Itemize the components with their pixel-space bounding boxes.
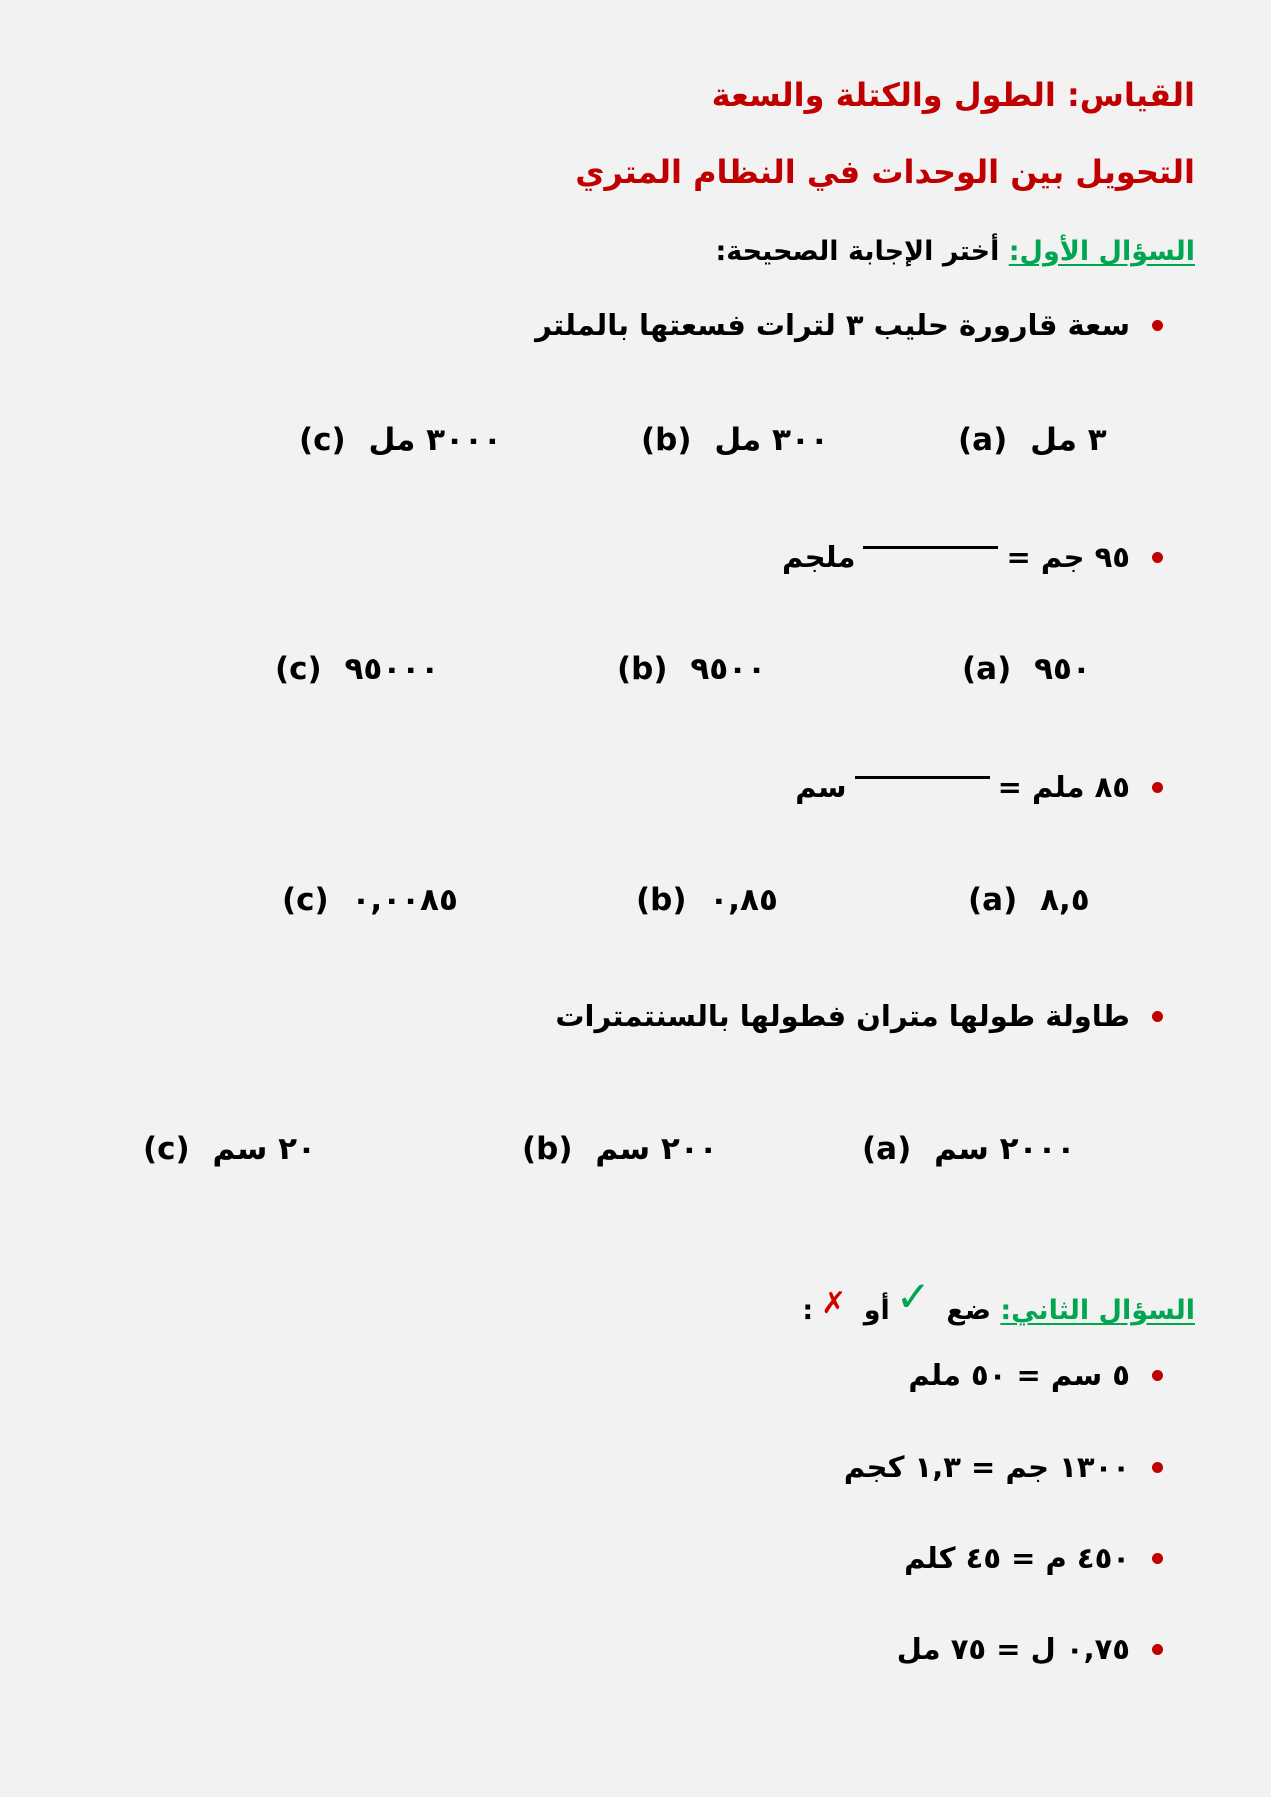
q1-item-3-option-b <box>636 882 778 918</box>
option-letter: (b) <box>522 1131 573 1167</box>
option-value: ٢٠ سم <box>212 1131 316 1167</box>
option-value: ٣٠٠٠ مل <box>368 422 502 458</box>
question1-label: السؤال الأول: <box>1008 236 1195 267</box>
x-icon: ✗ <box>821 1286 847 1321</box>
option-value: ٣٠٠ مل <box>714 422 829 458</box>
option-letter: (c) <box>275 651 322 687</box>
q1-item-4-option-a <box>862 1131 1075 1167</box>
q1-item-2-text-before: ٩٥ جم = <box>1006 540 1130 574</box>
option-letter: (a) <box>962 651 1012 687</box>
bullet-icon <box>1152 1011 1163 1022</box>
q1-item-1-option-b <box>641 422 829 458</box>
bullet-icon <box>1152 320 1163 331</box>
q1-item-4 <box>555 999 1163 1033</box>
q1-item-4-text: طاولة طولها متران فطولها بالسنتمترات <box>555 999 1130 1033</box>
q2-item-2-text: ١٣٠٠ جم = ١,٣ كجم <box>843 1450 1130 1484</box>
q1-item-4-option-c <box>143 1131 316 1167</box>
question1-header <box>715 236 1195 267</box>
q1-item-3-option-a <box>968 882 1090 918</box>
q1-item-1-option-a <box>958 422 1107 458</box>
q2-item-2 <box>844 1450 1163 1484</box>
q2-item-1-text: ٥ سم = ٥٠ ملم <box>908 1358 1130 1392</box>
option-letter: (c) <box>282 882 329 918</box>
bullet-icon <box>1152 1462 1163 1473</box>
option-letter: (a) <box>968 882 1018 918</box>
q2-item-4-text: ٠,٧٥ ل = ٧٥ مل <box>896 1632 1130 1666</box>
option-letter: (b) <box>636 882 687 918</box>
q1-item-3 <box>795 770 1163 804</box>
option-value: ٨,٥ <box>1040 882 1090 918</box>
q2-item-3 <box>904 1541 1163 1575</box>
question2-label: السؤال الثاني: <box>1000 1295 1195 1326</box>
q1-item-3-option-c <box>282 882 458 918</box>
question2-or: أو <box>863 1295 890 1326</box>
bullet-icon <box>1152 1370 1163 1381</box>
option-value: ٩٥٠٠ <box>690 651 767 687</box>
question1-instruction: أختر الإجابة الصحيحة: <box>715 236 1009 267</box>
q1-item-3-text-after: سم <box>795 770 847 804</box>
bullet-icon <box>1152 1644 1163 1655</box>
option-value: ٢٠٠ سم <box>595 1131 718 1167</box>
check-icon: ✓ <box>895 1272 931 1321</box>
option-letter: (a) <box>862 1131 912 1167</box>
option-value: ٢٠٠٠ سم <box>934 1131 1076 1167</box>
q1-item-2-option-c <box>275 651 439 687</box>
question2-instruction: ضع <box>946 1295 1001 1326</box>
main-title: القياس: الطول والكتلة والسعة <box>711 76 1195 114</box>
answer-blank <box>863 546 998 549</box>
bullet-icon <box>1152 1553 1163 1564</box>
bullet-icon <box>1152 552 1163 563</box>
q1-item-2-text-after: ملجم <box>782 540 856 574</box>
q2-item-4 <box>897 1632 1163 1666</box>
q2-item-1 <box>908 1358 1163 1392</box>
option-value: ٩٥٠ <box>1034 651 1091 687</box>
question2-colon: : <box>802 1295 814 1326</box>
sub-title: التحويل بين الوحدات في النظام المتري <box>575 153 1195 191</box>
option-letter: (c) <box>143 1131 190 1167</box>
bullet-icon <box>1152 782 1163 793</box>
option-value: ٣ مل <box>1030 422 1107 458</box>
q1-item-2-option-a <box>962 651 1091 687</box>
q1-item-1-text: سعة قارورة حليب ٣ لترات فسعتها بالملتر <box>535 308 1130 342</box>
q1-item-2-option-b <box>617 651 766 687</box>
option-letter: (c) <box>299 422 346 458</box>
q1-item-2 <box>782 540 1163 574</box>
q2-item-3-text: ٤٥٠ م = ٤٥ كلم <box>904 1541 1130 1575</box>
option-value: ٩٥٠٠٠ <box>344 651 440 687</box>
q1-item-4-option-b <box>522 1131 718 1167</box>
option-letter: (b) <box>617 651 668 687</box>
q1-item-3-text-before: ٨٥ ملم = <box>997 770 1130 804</box>
option-letter: (b) <box>641 422 692 458</box>
option-letter: (a) <box>958 422 1008 458</box>
q1-item-1 <box>535 308 1163 342</box>
option-value: ٠,٨٥ <box>709 882 778 918</box>
answer-blank <box>855 776 990 779</box>
option-value: ٠,٠٠٨٥ <box>351 882 458 918</box>
q1-item-1-option-c <box>299 422 502 458</box>
question2-header <box>802 1272 1195 1329</box>
